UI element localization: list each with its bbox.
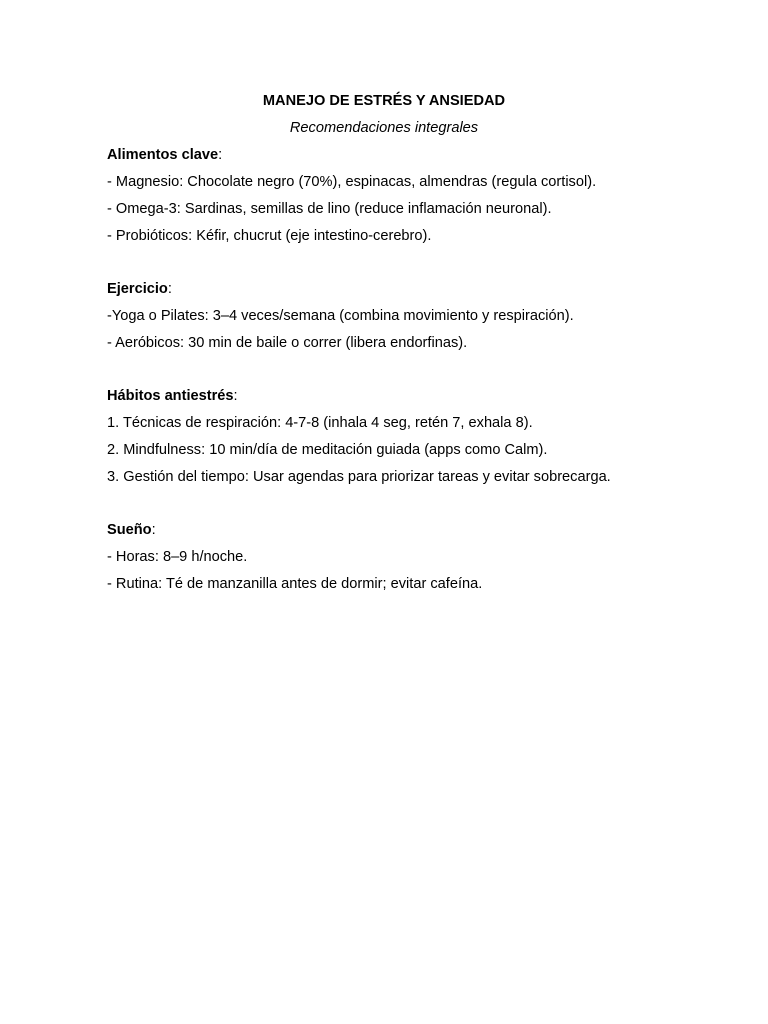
section-spacer: [107, 357, 661, 383]
section-sueno: [107, 517, 661, 598]
section-heading: [107, 517, 661, 544]
document-title: MANEJO DE ESTRÉS Y ANSIEDAD: [262, 93, 506, 109]
list-item: 3. Gestión del tiempo: Usar agendas para priorizar tareas y evitar sobrecarga.: [107, 469, 611, 485]
section-heading-colon: :: [151, 522, 156, 538]
section-heading: [107, 276, 661, 303]
section-heading: [107, 383, 661, 410]
section-heading-colon: :: [218, 147, 223, 163]
section-ejercicio: [107, 276, 661, 357]
list-item: - Magnesio: Chocolate negro (70%), espinacas, almendras (regula cortisol).: [107, 174, 597, 190]
section-heading-text: Hábitos antiestrés: [107, 388, 234, 404]
list-item: - Probióticos: Kéfir, chucrut (eje intestino-cerebro).: [107, 228, 432, 244]
list-item: - Rutina: Té de manzanilla antes de dormir; evitar cafeína.: [107, 576, 483, 592]
section-alimentos: [107, 142, 661, 250]
section-heading-text: Sueño: [107, 522, 152, 538]
document-page: [107, 88, 661, 598]
list-item: 2. Mindfulness: 10 min/día de meditación guiada (apps como Calm).: [107, 442, 548, 458]
section-heading-colon: :: [167, 281, 172, 297]
list-item: - Horas: 8–9 h/noche.: [107, 549, 248, 565]
section-heading-colon: :: [233, 388, 238, 404]
section-habitos: [107, 383, 661, 491]
list-item: - Aeróbicos: 30 min de baile o correr (libera endorfinas).: [107, 335, 468, 351]
list-item: -Yoga o Pilates: 3–4 veces/semana (combina movimiento y respiración).: [107, 308, 574, 324]
section-heading-text: Ejercicio: [107, 281, 168, 297]
section-spacer: [107, 250, 661, 276]
section-spacer: [107, 491, 661, 517]
list-item: 1. Técnicas de respiración: 4-7-8 (inhala 4 seg, retén 7, exhala 8).: [107, 415, 533, 431]
section-heading: [107, 142, 661, 169]
document-subtitle: Recomendaciones integrales: [289, 120, 479, 136]
section-heading-text: Alimentos clave: [107, 147, 219, 163]
list-item: - Omega-3: Sardinas, semillas de lino (reduce inflamación neuronal).: [107, 201, 552, 217]
